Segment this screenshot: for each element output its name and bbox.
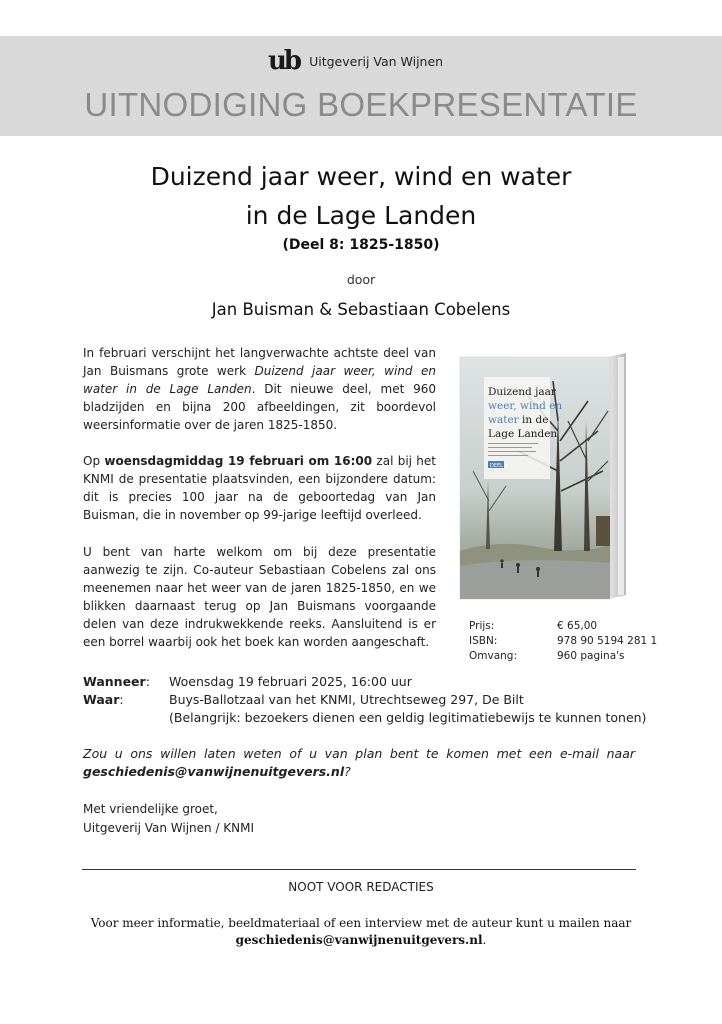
authors: Jan Buisman & Sebastiaan Cobelens [211, 300, 511, 319]
greeting-line2: Uitgeverij Van Wijnen / KNMI [83, 821, 255, 835]
spec-label: ISBN: [469, 635, 498, 647]
editor-info-email-line: geschiedenis@vanwijnenuitgevers.nl. [235, 933, 487, 947]
book-title-line2: in de Lage Landen [245, 201, 477, 230]
book-subtitle: (Deel 8: 1825-1850) [282, 237, 440, 253]
editor-email-link[interactable]: geschiedenis@vanwijnenuitgevers.nl [235, 933, 483, 947]
paragraph-welcome: U bent van harte welkom om bij deze presentatie aanwezig te zijn. Co-auteur Sebastiaan Cobelens zal ons meenemen naar het weer van de jaren 1825-1850, en we blikken daarnaast terug op Jan Buismans voorgaande delen van deze indrukwekkende reeks. Aansluitend is er een borrel waarbij ook het boek kan worden aangeschaft. [83, 545, 436, 649]
book-specs [469, 619, 657, 664]
event-when-row [83, 673, 646, 691]
event-where-row [83, 691, 646, 709]
paragraph-intro: In februari verschijnt het langverwachte achtste deel van Jan Buismans grote werk Duizend jaar weer, wind en water in de Lage Landen. Dit nieuwe deel, met 960 bladzijden en bijna 200 afbeeldingen, zit boordevol weersinformatie over de jaren 1825-1850. [83, 346, 436, 432]
spec-row-pages [469, 649, 657, 664]
event-details [83, 673, 646, 727]
spec-label: Prijs: [469, 620, 495, 632]
where-label: Waar: [83, 692, 124, 707]
spec-value: € 65,00 [557, 620, 598, 632]
when-value: Woensdag 19 februari 2025, 16:00 uur [169, 674, 412, 689]
publisher-name: Uitgeverij Van Wijnen [309, 53, 444, 69]
spec-value: 960 pagina's [557, 650, 625, 662]
spec-row-isbn [469, 634, 657, 649]
divider [82, 869, 636, 870]
greeting-line1: Met vriendelijke groet, [83, 802, 218, 816]
by-label: door [346, 272, 376, 287]
paragraph-presentation: Op woensdagmiddag 19 februari om 16:00 zal bij het KNMI de presentatie plaatsvinden, een bijzondere datum: dit is precies 100 jaar na de geboortedag van Jan Buisman, die in november op 99-jarige leeftijd overleed. [83, 454, 436, 522]
cover-title-line1: Duizend jaar [488, 386, 556, 398]
editor-info-text: Voor meer informatie, beeldmateriaal of een interview met de auteur kunt u mailen naar [90, 916, 632, 930]
invitation-banner: UITNODIGING BOEKPRESENTATIE [84, 86, 638, 123]
publisher-logo [268, 46, 443, 76]
cover-title-line4: Lage Landen [488, 428, 558, 440]
spec-label: Omvang: [469, 650, 517, 662]
rsvp-email-link[interactable]: geschiedenis@vanwijnenuitgevers.nl [83, 764, 345, 779]
editor-note-heading: NOOT VOOR REDACTIES [288, 880, 434, 894]
cover-part-label: DEEL 8 [490, 463, 508, 469]
logo-mark: ub [268, 46, 300, 76]
spec-value: 978 90 5194 281 1 [557, 635, 658, 647]
cover-title-line2: weer, wind en [488, 400, 563, 412]
spec-row-price [469, 619, 657, 634]
greeting [83, 800, 254, 838]
event-note-row [83, 709, 646, 727]
when-label: Wanneer: [83, 674, 150, 689]
editor-info [0, 915, 722, 949]
rsvp-request: Zou u ons willen laten weten of u van plan bent te komen met een e-mail naar geschiedenis@vanwijnenuitgevers.nl? [83, 746, 635, 779]
book-cover-image [458, 351, 634, 601]
where-value: Buys-Ballotzaal van het KNMI, Utrechtseweg 297, De Bilt [169, 692, 524, 707]
cover-title-line3: water in de [488, 414, 549, 426]
book-title-line1: Duizend jaar weer, wind en water [150, 162, 572, 191]
event-note: (Belangrijk: bezoekers dienen een geldig legitimatiebewijs te kunnen tonen) [169, 710, 647, 725]
